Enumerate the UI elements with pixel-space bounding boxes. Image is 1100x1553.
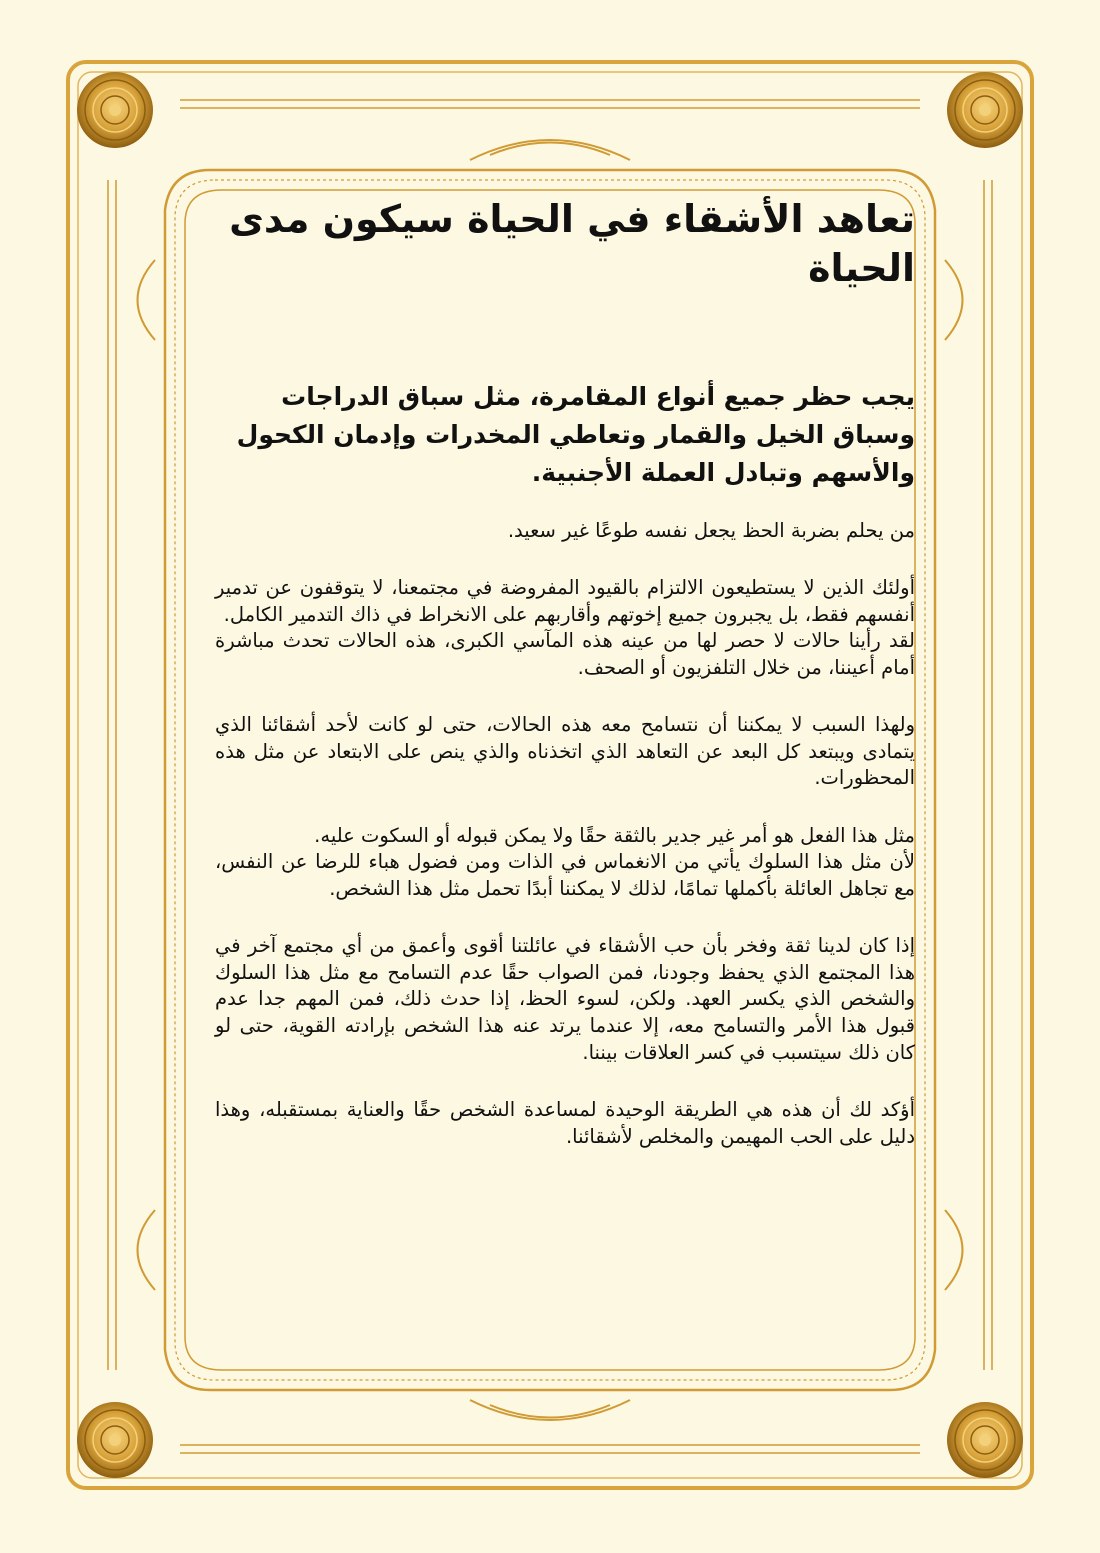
paragraph-line: لقد رأينا حالات لا حصر لها من عينه هذه المآسي الكبرى، هذه الحالات تحدث مباشرة أمام أعيننا، من خلال التلفزيون أو الصحف. <box>215 629 915 679</box>
corner-medallion-top-right <box>947 72 1023 148</box>
paragraph-6 <box>215 1097 915 1150</box>
lead-paragraph: يجب حظر جميع أنواع المقامرة، مثل سباق الدراجات وسباق الخيل والقمار وتعاطي المخدرات وإدمان الكحول والأسهم وتبادل العملة الأجنبية. <box>236 381 915 487</box>
corner-medallion-top-left <box>77 72 153 148</box>
document-content <box>215 195 915 1181</box>
paragraph-line: أؤكد لك أن هذه هي الطريقة الوحيدة لمساعدة الشخص حقًا والعناية بمستقبله، وهذا دليل على الحب المهيمن والمخلص لأشقائنا. <box>215 1098 915 1148</box>
paragraph-3 <box>215 712 915 792</box>
body-text <box>215 518 915 1150</box>
corner-medallion-bottom-left <box>77 1402 153 1478</box>
paragraph-line: من يحلم بضربة الحظ يجعل نفسه طوعًا غير سعيد. <box>507 518 915 542</box>
document-title: تعاهد الأشقاء في الحياة سيكون مدى الحياة <box>229 197 915 291</box>
paragraph-4 <box>215 823 915 903</box>
corner-medallion-bottom-right <box>947 1402 1023 1478</box>
paragraph-5 <box>215 933 915 1066</box>
paragraph-line: مثل هذا الفعل هو أمر غير جدير بالثقة حقًا ولا يمكن قبوله أو السكوت عليه. <box>314 823 915 847</box>
paragraph-line: ولهذا السبب لا يمكننا أن نتسامح معه هذه الحالات، حتى لو كانت لأحد أشقائنا الذي يتمادى ويبتعد كل البعد عن التعاهد الذي اتخذناه والذي ينص على الابتعاد عن مثل هذه المحظورات. <box>215 713 915 790</box>
paragraph-2 <box>215 575 915 681</box>
paragraph-1 <box>215 518 915 545</box>
paragraph-line: أولئك الذين لا يستطيعون الالتزام بالقيود المفروضة في مجتمعنا، لا يتوقفون عن تدمير أنفسهم فقط، بل يجبرون جميع إخوتهم وأقاربهم على الانخراط في ذاك التدمير الكامل. <box>215 576 915 626</box>
paragraph-line: إذا كان لدينا ثقة وفخر بأن حب الأشقاء في عائلتنا أقوى وأعمق من أي مجتمع آخر في هذا المجتمع الذي يحفظ وجودنا، فمن الصواب حقًا عدم التسامح مع مثل هذا السلوك والشخص الذي يكسر العهد. ولكن، لسوء الحظ، إذا حدث ذلك، فمن المهم جدا عدم قبول هذا الأمر والتسامح معه، إلا عندما يرتد عنه هذا الشخص بإرادته القوية، حتى لو كان ذلك سيتسبب في كسر العلاقات بيننا. <box>215 934 915 1064</box>
paragraph-line: لأن مثل هذا السلوك يأتي من الانغماس في الذات ومن فضول هباء للرضا عن النفس، مع تجاهل العائلة بأكملها تمامًا، لذلك لا يمكننا أبدًا تحمل مثل هذا الشخص. <box>215 850 915 900</box>
